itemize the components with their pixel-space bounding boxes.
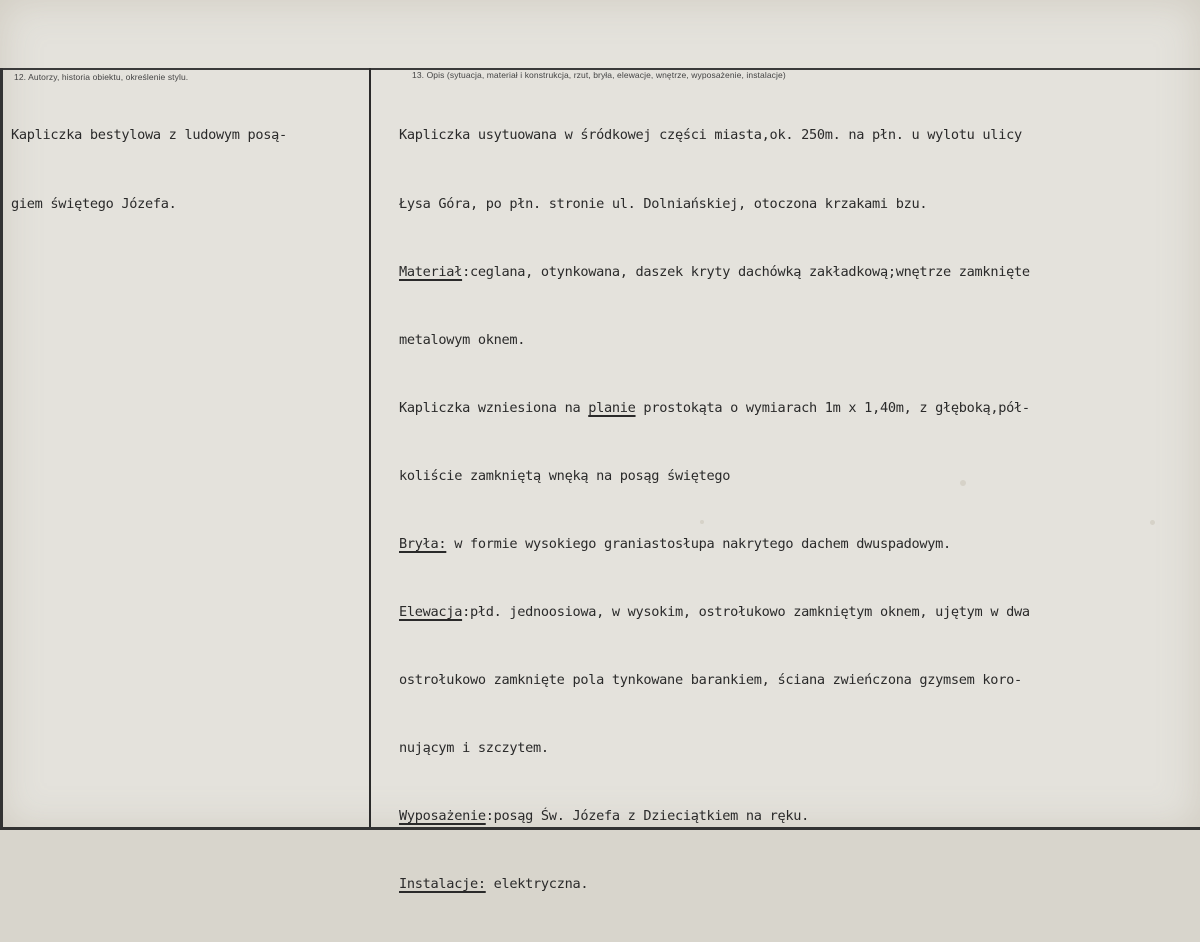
plan-label: planie bbox=[588, 399, 636, 416]
elewacja-line-cont: nującym i szczytem. bbox=[399, 740, 549, 757]
field12-line: Kapliczka bestylowa z ludowym posą- bbox=[11, 127, 287, 144]
material-line bbox=[399, 261, 1030, 284]
elewacja-text: :płd. jednoosiowa, w wysokim, ostrołukowo zamkniętym oknem, ujętym w dwa bbox=[462, 604, 1030, 621]
field13-caption: 13. Opis (sytuacja, materiał i konstrukcja, rzut, bryła, elewacje, wnętrze, wyposażenie, instalacje) bbox=[412, 70, 786, 80]
elewacja-line bbox=[399, 601, 1030, 624]
instalacje-label: Instalacje: bbox=[399, 876, 486, 893]
plan-prefix: Kapliczka wzniesiona na bbox=[399, 399, 589, 416]
bryla-label: Bryła: bbox=[399, 535, 447, 552]
description-line: Kapliczka usytuowana w śródkowej części miasta,ok. 250m. na płn. u wylotu ulicy bbox=[399, 127, 1022, 144]
form-left-rule bbox=[0, 68, 3, 830]
paper-stain bbox=[1150, 520, 1155, 525]
wyposazenie-line bbox=[399, 805, 1030, 828]
field13-text bbox=[399, 79, 1030, 942]
material-line-cont: metalowym oknem. bbox=[399, 331, 526, 348]
instalacje-text: elektryczna. bbox=[485, 876, 589, 893]
material-label: Materiał bbox=[399, 263, 463, 280]
wyposazenie-label: Wyposażenie bbox=[399, 808, 486, 825]
description-line: Łysa Góra, po płn. stronie ul. Dolniańskiej, otoczona krzakami bzu. bbox=[399, 195, 928, 212]
elewacja-line-cont: ostrołukowo zamknięte pola tynkowane barankiem, ściana zwieńczona gzymsem koro- bbox=[399, 672, 1022, 689]
plan-line bbox=[399, 397, 1030, 420]
field12-line: giem świętego Józefa. bbox=[11, 195, 177, 212]
elewacja-label: Elewacja bbox=[399, 604, 463, 621]
field12-text bbox=[11, 79, 287, 261]
plan-line-cont: koliście zamkniętą wnęką na posąg świętego bbox=[399, 467, 731, 484]
wyposazenie-text: :posąg Św. Józefa z Dzieciątkiem na ręku. bbox=[485, 808, 809, 825]
bryla-line bbox=[399, 533, 1030, 556]
instalacje-line bbox=[399, 873, 1030, 896]
field12-caption: 12. Autorzy, historia obiektu, określenie stylu. bbox=[14, 72, 189, 82]
form-column-divider bbox=[369, 68, 371, 830]
bryla-text: w formie wysokiego graniastosłupa nakrytego dachem dwuspadowym. bbox=[446, 535, 951, 552]
plan-text: prostokąta o wymiarach 1m x 1,40m, z głęboką,pół- bbox=[635, 399, 1030, 416]
material-text: :ceglana, otynkowana, daszek kryty dachówką zakładkową;wnętrze zamknięte bbox=[462, 263, 1030, 280]
